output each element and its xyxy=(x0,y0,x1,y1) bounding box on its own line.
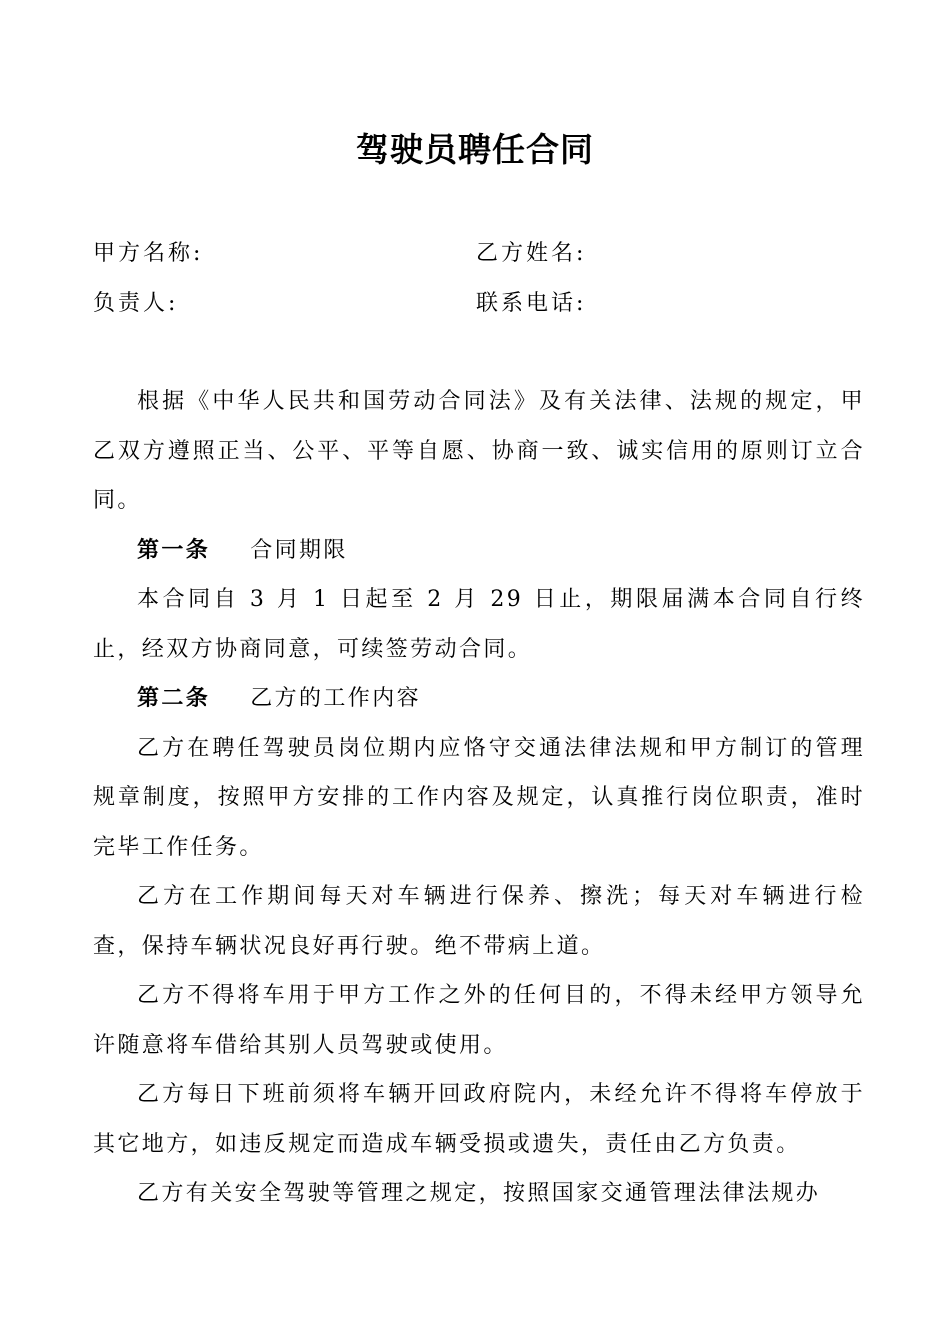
article-1-number: 第一条 xyxy=(137,536,211,563)
article-1-title: 合同期限 xyxy=(250,537,348,563)
contract-body xyxy=(93,377,865,1219)
article-1-heading xyxy=(93,526,865,576)
article-1-paragraph: 本合同自 3 月 1 日起至 2 月 29 日止，期限届满本合同自行终止，经双方协商同意，可续签劳动合同。 xyxy=(93,587,865,662)
intro-paragraph: 根据《中华人民共和国劳动合同法》及有关法律、法规的规定，甲乙双方遵照正当、公平、平等自愿、协商一致、诚实信用的原则订立合同。 xyxy=(93,389,865,513)
article-2-title: 乙方的工作内容 xyxy=(250,686,422,711)
party-a-name-label: 甲方名称: xyxy=(93,241,204,266)
responsible-person-label: 负责人: xyxy=(93,291,179,316)
article-2-paragraph: 乙方有关安全驾驶等管理之规定，按照国家交通管理法律法规办 xyxy=(137,1181,821,1206)
article-2-paragraph: 乙方不得将车用于甲方工作之外的任何目的，不得未经甲方领导允许随意将车借给其别人员驾驶或使用。 xyxy=(93,983,865,1058)
article-2-paragraph: 乙方在工作期间每天对车辆进行保养、擦洗；每天对车辆进行检查，保持车辆状况良好再行驶。绝不带病上道。 xyxy=(93,884,865,959)
article-2-number: 第二条 xyxy=(137,685,211,711)
article-2-paragraph: 乙方每日下班前须将车辆开回政府院内，未经允许不得将车停放于其它地方，如违反规定而造成车辆受损或遗失，责任由乙方负责。 xyxy=(93,1082,865,1157)
document-title: 驾驶员聘任合同 xyxy=(356,130,594,169)
article-2-heading xyxy=(93,674,865,724)
article-2-paragraph: 乙方在聘任驾驶员岗位期内应恪守交通法律法规和甲方制订的管理规章制度，按照甲方安排的工作内容及规定，认真推行岗位职责，准时完毕工作任务。 xyxy=(93,735,865,860)
contact-phone-label: 联系电话: xyxy=(476,291,587,316)
party-b-name-label: 乙方姓名: xyxy=(476,241,587,266)
